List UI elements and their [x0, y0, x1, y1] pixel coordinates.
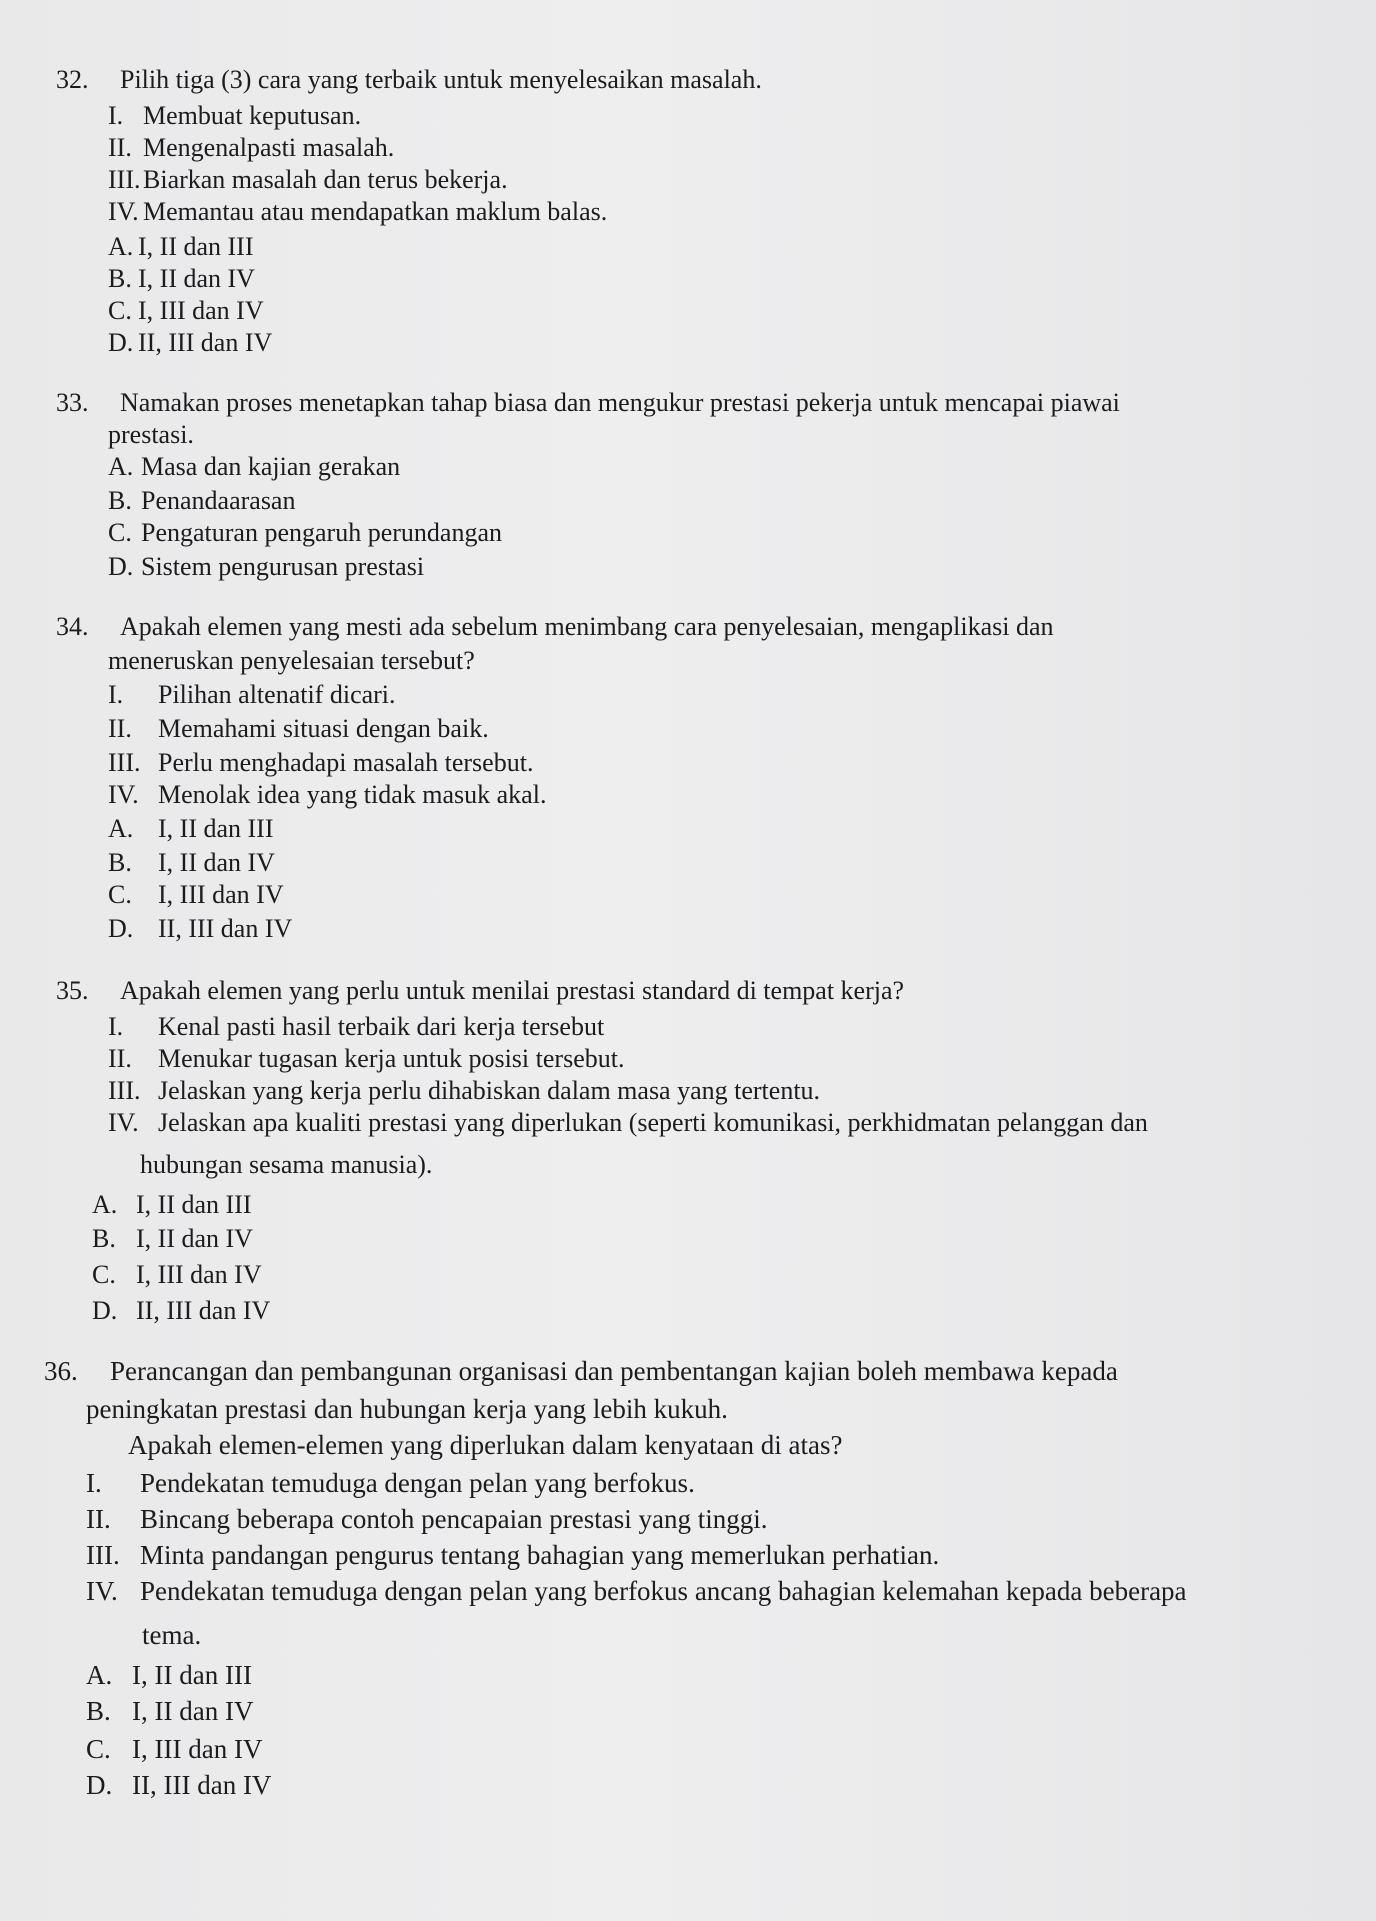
statement-item: III. Jelaskan yang kerja perlu dihabiskan dalam masa yang tertentu. — [108, 1076, 821, 1105]
statement-item: I. Kenal pasti hasil terbaik dari kerja tersebut — [108, 1012, 605, 1041]
answer-option-a[interactable]: A. I, II dan III — [92, 1190, 252, 1219]
answer-option-c[interactable]: C. I, III dan IV — [86, 1734, 263, 1764]
answer-option-a[interactable]: A. Masa dan kajian gerakan — [108, 452, 401, 481]
question-stem-continued: prestasi. — [108, 420, 194, 449]
answer-option-c[interactable]: C. I, III dan IV — [108, 880, 284, 909]
question-stem-prompt: Apakah elemen-elemen yang diperlukan dalam kenyataan di atas? — [128, 1430, 843, 1460]
answer-option-b[interactable]: B. I, II dan IV — [92, 1224, 253, 1253]
question-number: 35. — [56, 976, 89, 1005]
answer-option-a[interactable]: A. I, II dan III — [108, 814, 274, 843]
question-stem: Perancangan dan pembangunan organisasi dan pembentangan kajian boleh membawa kepada — [110, 1356, 1118, 1386]
statement-item: III.Biarkan masalah dan terus bekerja. — [108, 165, 508, 194]
answer-option-d[interactable]: D. Sistem pengurusan prestasi — [108, 552, 425, 581]
statement-item-continued: tema. — [142, 1620, 202, 1650]
answer-option-b[interactable]: B. I, II dan IV — [108, 848, 275, 877]
statement-item: I. Membuat keputusan. — [108, 101, 362, 130]
question-number: 34. — [56, 612, 89, 641]
question-number: 32. — [56, 65, 89, 94]
statement-item: II. Menukar tugasan kerja untuk posisi tersebut. — [108, 1044, 625, 1073]
answer-option-c[interactable]: C. I, III dan IV — [108, 296, 264, 325]
question-stem: Apakah elemen yang perlu untuk menilai prestasi standard di tempat kerja? — [120, 976, 905, 1005]
answer-option-a[interactable]: A. I, II dan III — [86, 1660, 252, 1690]
statement-item: III. Perlu menghadapi masalah tersebut. — [108, 748, 534, 777]
answer-option-c[interactable]: C. I, III dan IV — [92, 1260, 262, 1289]
statement-item: IV. Jelaskan apa kualiti prestasi yang diperlukan (seperti komunikasi, perkhidmatan pelanggan dan — [108, 1108, 1148, 1137]
answer-option-b[interactable]: B. Penandaarasan — [108, 486, 296, 515]
statement-item: I. Pendekatan temuduga dengan pelan yang berfokus. — [86, 1468, 695, 1498]
answer-option-a[interactable]: A. I, II dan III — [108, 232, 254, 261]
statement-item: II. Mengenalpasti masalah. — [108, 133, 395, 162]
question-stem-continued: meneruskan penyelesaian tersebut? — [108, 646, 475, 675]
question-number: 36. — [44, 1356, 78, 1386]
answer-option-d[interactable]: D. II, III dan IV — [86, 1770, 272, 1800]
statement-item-continued: hubungan sesama manusia). — [140, 1150, 433, 1179]
question-stem: Apakah elemen yang mesti ada sebelum menimbang cara penyelesaian, mengaplikasi dan — [120, 612, 1054, 641]
statement-item: III. Minta pandangan pengurus tentang bahagian yang memerlukan perhatian. — [86, 1540, 940, 1570]
statement-item: IV. Menolak idea yang tidak masuk akal. — [108, 780, 547, 809]
answer-option-b[interactable]: B. I, II dan IV — [86, 1696, 254, 1726]
statement-item: II. Memahami situasi dengan baik. — [108, 714, 489, 743]
statement-item: IV. Memantau atau mendapatkan maklum balas. — [108, 197, 608, 226]
statement-item: II. Bincang beberapa contoh pencapaian prestasi yang tinggi. — [86, 1504, 768, 1534]
answer-option-d[interactable]: D. II, III dan IV — [92, 1296, 271, 1325]
question-stem-continued: peningkatan prestasi dan hubungan kerja yang lebih kukuh. — [86, 1394, 728, 1424]
question-number: 33. — [56, 388, 89, 417]
statement-item: I. Pilihan altenatif dicari. — [108, 680, 396, 709]
question-stem: Pilih tiga (3) cara yang terbaik untuk menyelesaikan masalah. — [120, 65, 762, 94]
answer-option-b[interactable]: B. I, II dan IV — [108, 264, 255, 293]
answer-option-c[interactable]: C. Pengaturan pengaruh perundangan — [108, 518, 502, 547]
statement-item: IV. Pendekatan temuduga dengan pelan yang berfokus ancang bahagian kelemahan kepada beberapa — [86, 1576, 1187, 1606]
answer-option-d[interactable]: D. II, III dan IV — [108, 914, 293, 943]
answer-option-d[interactable]: D. II, III dan IV — [108, 328, 273, 357]
question-stem: Namakan proses menetapkan tahap biasa dan mengukur prestasi pekerja untuk mencapai piawai — [120, 388, 1120, 417]
